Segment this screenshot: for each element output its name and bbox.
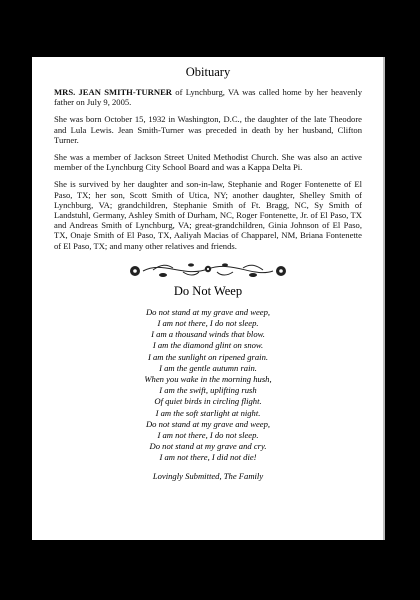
- obituary-intro: [54, 87, 362, 107]
- deceased-name: MRS. JEAN SMITH-TURNER: [54, 87, 173, 97]
- poem-line: Do not stand at my grave and weep,: [145, 418, 271, 429]
- signoff: Lovingly Submitted, The Family: [152, 470, 264, 481]
- intro-text: of Lynchburg, VA was called home by her heavenly father on July 9, 2005.: [54, 87, 362, 108]
- poem-line: I am the swift, uplifting rush: [159, 385, 257, 396]
- paragraph-membership: She was a member of Jackson Street United Methodist Church. She was also an active member of the Lynchburg City School Board and was a Kappa Delta Pi.: [54, 152, 362, 173]
- poem-line: Do not stand at my grave and weep,: [145, 306, 271, 317]
- obituary-title: Obituary: [185, 65, 231, 79]
- poem-line: I am not there, I do not sleep.: [157, 430, 259, 441]
- floral-divider-icon: [123, 258, 293, 280]
- poem-line: When you wake in the morning hush,: [144, 374, 272, 385]
- poem-line: I am the sunlight on ripened grain.: [147, 351, 269, 362]
- poem-line: I am not there, I did not die!: [159, 452, 257, 463]
- paragraph-survivors: She is survived by her daughter and son-in-law, Stephanie and Roger Fontenette of El Paso, TX; her son, Scott Smith of Utica, NY; another daughter, Shelley Smith of Lynchburg, VA; grandchildren, Stephanie Smith of Ft. Bragg, NC, Sy Smith of Landstuhl, Germany, Ashley Smith of Durham, NC, Roger Fontenette, Jr. of El Paso, TX and Andreas Smith of Lynchburg, VA; great-grandchildren, Ginia Johnson of El Paso, TX, Onaje Smith of El Paso, TX, Aaliyah Macias of Chapparel, NM, Briana Fontenette of El Paso, TX; and many other relatives and friends.: [54, 179, 362, 251]
- poem-line: I am the soft starlight at night.: [155, 407, 261, 418]
- poem-lines: [54, 307, 362, 464]
- poem-line: Of quiet birds in circling flight.: [154, 396, 262, 407]
- poem-line: I am not there, I do not sleep.: [157, 318, 259, 329]
- poem-line: I am the gentle autumn rain.: [159, 362, 257, 373]
- poem-line: I am the diamond glint on snow.: [152, 340, 264, 351]
- poem-line: I am a thousand winds that blow.: [151, 329, 265, 340]
- poem-line: Do not stand at my grave and cry.: [149, 441, 267, 452]
- poem-title: Do Not Weep: [173, 283, 243, 298]
- paragraph-birth: She was born October 15, 1932 in Washington, D.C., the daughter of the late Theodore and Lula Lewis. Jean Smith-Turner was preceded in death by her husband, Clifton Turner.: [54, 114, 362, 145]
- obituary-page: [32, 57, 384, 540]
- page-edge: [383, 57, 385, 540]
